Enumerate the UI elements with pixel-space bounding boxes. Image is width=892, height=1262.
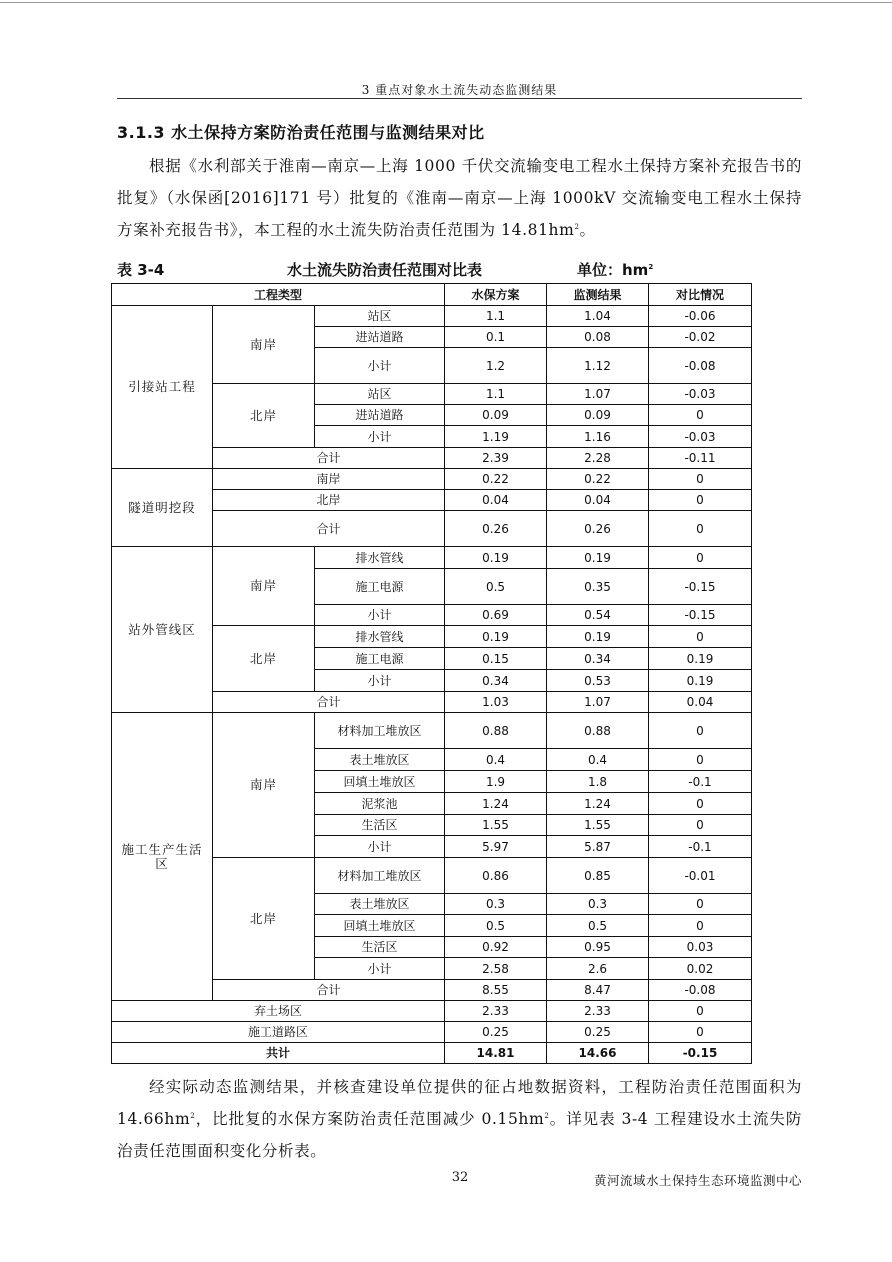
plan-cell: 0.25 [445,1022,547,1043]
diff-cell: -0.02 [649,327,752,348]
plan-cell: 0.4 [445,749,547,771]
diff-cell: 0 [649,469,752,490]
diff-cell: 0.02 [649,958,752,980]
item-cell: 小计 [315,670,445,692]
item-cell: 生活区 [315,815,445,836]
diff-cell: -0.03 [649,384,752,405]
diff-cell: 0 [649,626,752,648]
monitor-cell: 1.16 [547,426,649,448]
table-total-row [112,1043,752,1064]
diff-cell: -0.1 [649,836,752,858]
item-cell: 站区 [315,306,445,327]
monitor-cell: 0.22 [547,469,649,490]
plan-cell: 0.34 [445,670,547,692]
diff-cell: -0.06 [649,306,752,327]
table-row [112,1001,752,1022]
plan-cell: 0.04 [445,490,547,511]
paragraph-approval [117,150,802,246]
paragraph-monitoring-result [117,1071,802,1167]
item-cell: 小计 [315,958,445,980]
plan-cell: 1.19 [445,426,547,448]
table-unit [577,259,653,280]
diff-cell: 0 [649,405,752,426]
plan-cell: 1.1 [445,384,547,405]
header-monitor: 监测结果 [547,284,649,306]
diff-cell: -0.15 [649,569,752,605]
superscript-2: 2 [190,1111,196,1120]
plan-cell: 2.33 [445,1001,547,1022]
monitor-cell: 1.07 [547,692,649,713]
paragraph-approval-text: 根据《水利部关于淮南—南京—上海 1000 千伏交流输变电工程水土保持方案补充报告书的批复》（水保函[2016]171 号）批复的《淮南—南京—上海 1000kV 交流输变电工程水土保持方案补充报告书》，本工程的水土流失防治责任范围为 14.81hm [117,157,802,239]
monitor-cell: 0.34 [547,648,649,670]
paragraph-result-text-2: ，比批复的水保方案防治责任范围减少 0.15hm [195,1110,545,1128]
diff-cell: 0 [649,713,752,749]
monitor-cell: 0.26 [547,511,649,547]
plan-cell: 1.03 [445,692,547,713]
item-cell: 生活区 [315,937,445,958]
section-title: 3.1.3 水土保持方案防治责任范围与监测结果对比 [117,123,485,142]
item-cell: 材料加工堆放区 [315,713,445,749]
plan-cell: 0.22 [445,469,547,490]
table-row [112,306,752,327]
plan-cell: 8.55 [445,980,547,1001]
group-label: 隧道明挖段 [112,469,213,547]
monitor-cell: 1.55 [547,815,649,836]
item-cell: 小计 [315,836,445,858]
monitor-cell: 0.88 [547,713,649,749]
superscript-2: 2 [544,1111,550,1120]
subtotal-cell: 合计 [213,980,445,1001]
diff-cell: 0 [649,793,752,815]
side-label: 南岸 [213,306,315,384]
monitor-cell: 0.53 [547,670,649,692]
monitor-cell: 0.08 [547,327,649,348]
diff-cell: -0.01 [649,858,752,894]
paragraph-approval-end: 。 [579,221,596,239]
monitor-cell: 1.12 [547,348,649,384]
diff-cell: -0.08 [649,348,752,384]
item-cell: 回填土堆放区 [315,915,445,937]
monitor-cell: 8.47 [547,980,649,1001]
item-cell: 弃土场区 [112,1001,445,1022]
table-number: 表 3-4 [117,261,165,279]
subtotal-cell: 合计 [213,448,445,469]
top-border-line [0,2,892,3]
subtotal-cell: 合计 [213,692,445,713]
superscript-2: 2 [574,222,580,231]
plan-cell: 0.15 [445,648,547,670]
item-cell: 施工道路区 [112,1022,445,1043]
page-number: 32 [451,1170,469,1185]
table-header-row [112,284,752,306]
plan-cell: 0.69 [445,605,547,626]
diff-cell: 0 [649,1022,752,1043]
monitor-cell: 1.24 [547,793,649,815]
monitor-cell: 0.04 [547,490,649,511]
item-cell: 施工电源 [315,648,445,670]
plan-cell: 2.39 [445,448,547,469]
diff-cell: -0.03 [649,426,752,448]
plan-cell: 0.26 [445,511,547,547]
subtotal-cell: 合计 [213,511,445,547]
monitor-cell: 1.04 [547,306,649,327]
side-label: 南岸 [213,713,315,858]
item-cell: 回填土堆放区 [315,771,445,793]
table-row [112,547,752,569]
plan-cell: 2.58 [445,958,547,980]
diff-cell: -0.11 [649,448,752,469]
diff-cell: 0.04 [649,692,752,713]
group-label: 引接站工程 [112,306,213,469]
diff-cell: 0.19 [649,670,752,692]
monitor-cell: 2.6 [547,958,649,980]
item-cell: 南岸 [213,469,445,490]
plan-cell: 0.86 [445,858,547,894]
table-unit-label: 单位：hm [577,261,649,279]
monitor-cell: 0.54 [547,605,649,626]
header-plan: 水保方案 [445,284,547,306]
monitor-cell: 0.5 [547,915,649,937]
diff-cell: 0 [649,815,752,836]
plan-cell: 0.5 [445,569,547,605]
monitor-cell: 0.35 [547,569,649,605]
diff-cell: -0.08 [649,980,752,1001]
diff-cell: 0 [649,547,752,569]
monitor-cell: 0.25 [547,1022,649,1043]
plan-cell: 1.24 [445,793,547,815]
plan-cell: 0.3 [445,894,547,915]
item-cell: 施工电源 [315,569,445,605]
diff-cell: 0 [649,749,752,771]
table-unit-superscript: 2 [648,263,654,271]
item-cell: 站区 [315,384,445,405]
side-label: 北岸 [213,384,315,448]
group-label: 施工生产生活区 [112,713,213,1001]
diff-cell: 0.19 [649,648,752,670]
item-cell: 材料加工堆放区 [315,858,445,894]
item-cell: 排水管线 [315,547,445,569]
group-label: 站外管线区 [112,547,213,713]
responsibility-scope-table [111,283,752,1064]
item-cell: 进站道路 [315,405,445,426]
plan-cell: 0.1 [445,327,547,348]
table-row [112,1022,752,1043]
side-label: 南岸 [213,547,315,626]
monitor-cell: 0.95 [547,937,649,958]
monitor-cell: 1.8 [547,771,649,793]
monitor-cell: 0.4 [547,749,649,771]
plan-cell: 0.92 [445,937,547,958]
plan-cell: 0.19 [445,626,547,648]
plan-cell: 1.55 [445,815,547,836]
plan-cell: 0.5 [445,915,547,937]
plan-cell: 0.88 [445,713,547,749]
footer-organization: 黄河流域水土保持生态环境监测中心 [593,1173,802,1188]
diff-cell: 0 [649,490,752,511]
monitor-cell: 0.19 [547,547,649,569]
plan-total: 14.81 [445,1043,547,1064]
plan-cell: 1.1 [445,306,547,327]
table-row [112,713,752,749]
header-rule [117,98,802,99]
side-label: 北岸 [213,626,315,692]
plan-cell: 5.97 [445,836,547,858]
item-cell: 小计 [315,605,445,626]
plan-cell: 1.2 [445,348,547,384]
paragraph-result-text-3: 。详见表 3-4 工程建设水土流失防治责任范围面积变化分析表。 [117,1110,802,1160]
plan-cell: 0.09 [445,405,547,426]
item-cell: 排水管线 [315,626,445,648]
item-cell: 表土堆放区 [315,894,445,915]
diff-cell: -0.15 [649,605,752,626]
monitor-total: 14.66 [547,1043,649,1064]
diff-cell: 0 [649,894,752,915]
total-label: 共计 [112,1043,445,1064]
monitor-cell: 2.28 [547,448,649,469]
item-cell: 进站道路 [315,327,445,348]
monitor-cell: 5.87 [547,836,649,858]
table-row [112,469,752,490]
diff-cell: 0 [649,915,752,937]
monitor-cell: 1.07 [547,384,649,405]
monitor-cell: 0.09 [547,405,649,426]
header-diff: 对比情况 [649,284,752,306]
plan-cell: 0.19 [445,547,547,569]
diff-cell: -0.1 [649,771,752,793]
paragraph-result-text: 经实际动态监测结果，并核查建设单位提供的征占地数据资料，工程防治责任范围面积为 14.66hm [117,1078,802,1128]
header-project-type: 工程类型 [112,284,445,306]
diff-total: -0.15 [649,1043,752,1064]
item-cell: 表土堆放区 [315,749,445,771]
diff-cell: 0 [649,1001,752,1022]
diff-cell: 0 [649,511,752,547]
item-cell: 小计 [315,348,445,384]
table-caption [117,259,802,281]
item-cell: 泥浆池 [315,793,445,815]
side-label: 北岸 [213,858,315,980]
table-title: 水土流失防治责任范围对比表 [287,261,483,279]
plan-cell: 1.9 [445,771,547,793]
monitor-cell: 0.3 [547,894,649,915]
diff-cell: 0.03 [649,937,752,958]
item-cell: 北岸 [213,490,445,511]
monitor-cell: 0.85 [547,858,649,894]
monitor-cell: 2.33 [547,1001,649,1022]
item-cell: 小计 [315,426,445,448]
running-header: 3 重点对象水土流失动态监测结果 [361,83,558,97]
monitor-cell: 0.19 [547,626,649,648]
